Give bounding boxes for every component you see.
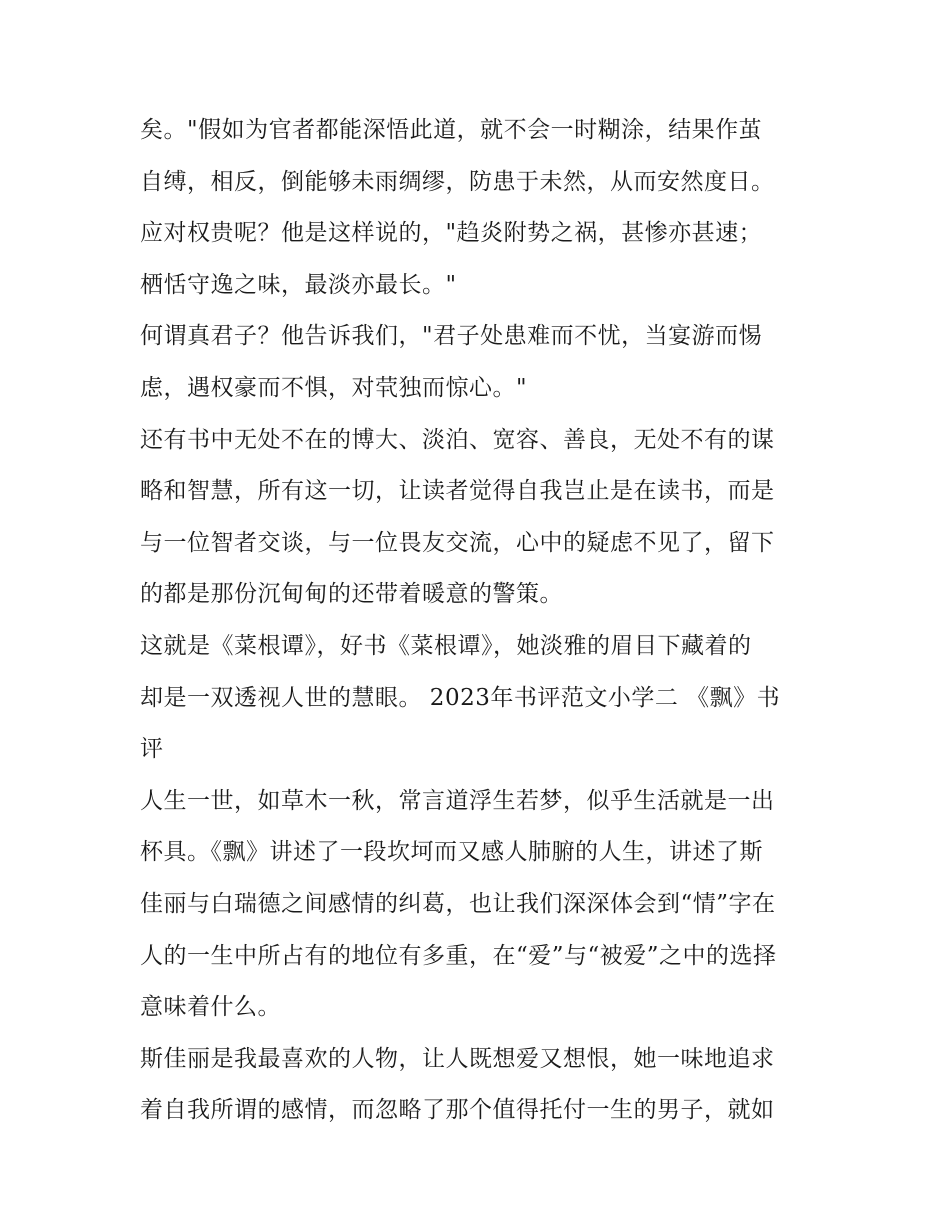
text-line: 着自我所谓的感情，而忽略了那个值得托付一生的男子，就如	[140, 1097, 775, 1124]
text-line: 略和智慧，所有这一切，让读者觉得自我岂止是在读书，而是	[140, 478, 775, 505]
text-line: 虑，遇权豪而不惧，对茕独而惊心。"	[140, 374, 528, 401]
text-line: 人的一生中所占有的地位有多重，在“爱”与“被爱”之中的选择	[140, 942, 777, 969]
text-line: 人生一世，如草木一秋，常言道浮生若梦，似乎生活就是一出	[140, 787, 775, 814]
text-line: 意味着什么。	[140, 994, 281, 1021]
document-body	[140, 105, 820, 1137]
text-line: 的都是那份沉甸甸的还带着暖意的警策。	[140, 581, 563, 608]
text-line: 应对权贵呢？他是这样说的，"趋炎附势之祸，甚惨亦甚速；	[140, 220, 763, 247]
text-line: 佳丽与白瑞德之间感情的纠葛，也让我们深深体会到“情”字在	[140, 890, 776, 917]
text-line: 矣。"假如为官者都能深悟此道，就不会一时糊涂，结果作茧	[140, 117, 763, 143]
text-line: 栖恬守逸之味，最淡亦最长。"	[140, 271, 457, 298]
text-line: 与一位智者交谈，与一位畏友交流，心中的疑虑不见了，留下	[140, 529, 775, 556]
text-line: 还有书中无处不在的博大、淡泊、宽容、善良，无处不有的谋	[140, 426, 775, 453]
text-line: 斯佳丽是我最喜欢的人物，让人既想爱又想恨，她一味地追求	[140, 1045, 775, 1072]
text-line: 评	[140, 736, 164, 763]
text-line: 这就是《菜根谭》，好书《菜根谭》，她淡雅的眉目下藏着的	[140, 632, 752, 659]
text-line: 杯具。《飘》讲述了一段坎坷而又感人肺腑的人生，讲述了斯	[140, 839, 763, 866]
text-line: 却是一双透视人世的慧眼。 2023年书评范文小学二 《飘》书	[140, 684, 781, 711]
text-line: 何谓真君子？他告诉我们，"君子处患难而不忧，当宴游而惕	[140, 323, 763, 350]
text-line: 自缚，相反，倒能够未雨绸缪，防患于未然，从而安然度日。	[140, 168, 775, 195]
